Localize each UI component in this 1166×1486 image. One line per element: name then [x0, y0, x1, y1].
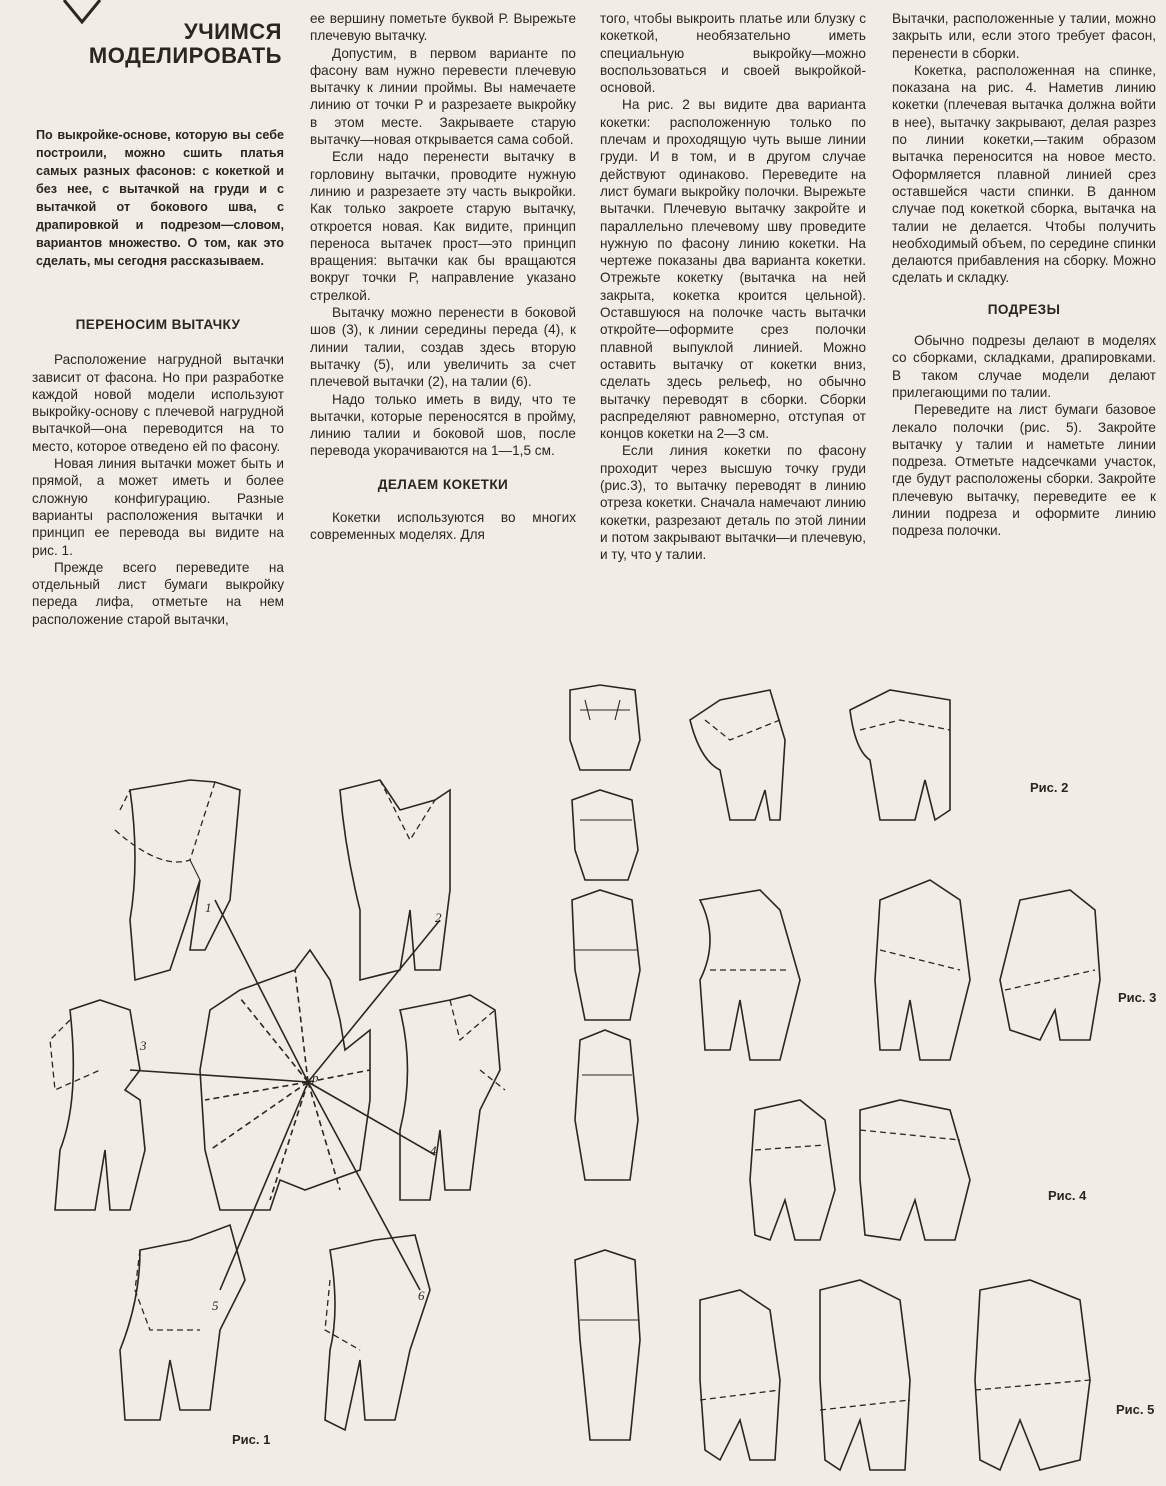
col4-paragraph-3: Обычно подрезы делают в моделях со сборками, складками, драпировками. В таком случае модели делают прилегающими по талии.: [892, 333, 1156, 400]
fig5-pattern-2: [820, 1280, 910, 1470]
col1-paragraph-3: Прежде всего переведите на отдельный лист бумаги выкройку переда лифа, отметьте на нем расположение старой вытачки,: [32, 559, 284, 627]
fig2-sketch-2: [572, 790, 638, 880]
fig3-pattern-3: [1000, 890, 1100, 1040]
article-title: [40, 20, 282, 68]
col2-paragraph-6: Кокетки используются во многих современных моделях. Для: [310, 510, 576, 543]
figure-3-caption: Рис. 3: [1118, 990, 1157, 1005]
column-1: [32, 316, 284, 628]
figures-2-to-5: [560, 680, 1166, 1486]
column-3: [600, 10, 866, 564]
figure-4-caption: Рис. 4: [1048, 1188, 1087, 1203]
figure-1-dart-transfer: [40, 770, 560, 1470]
title-line-1: УЧИМСЯ: [184, 19, 282, 44]
col2-paragraph-1: ее вершину пометьте буквой Р. Вырежьте плечевую вытачку.: [310, 11, 576, 44]
fig4-sketch: [575, 1030, 638, 1180]
figure-5-caption: Рис. 5: [1116, 1402, 1155, 1417]
heading-yokes: ДЕЛАЕМ КОКЕТКИ: [377, 476, 509, 492]
fig1-pattern-top-left: [130, 780, 240, 980]
fig1-pattern-left: [55, 1000, 145, 1210]
fig1-pattern-bottom-right: [325, 1235, 430, 1430]
fig1-label-4: 4: [430, 1143, 437, 1158]
col4-paragraph-2: Кокетка, расположенная на спинке, показана на рис. 4. Наметив линию кокетки (плечевая вытачка должна войти в нее), вытачку закрывают, делая разрез по линии кокетки,—таким образом вытачка переносится на новое место. Оформляется плавной линией срез оставшейся части спинки. В данном случае под кокеткой сборка, вытачка на талии не делается. Чтобы получить необходимый объем, по середине спинки делаются прибавления на сборку. Можно сделать и складку.: [892, 62, 1156, 286]
lead-paragraph: По выкройке-основе, которую вы себе построили, можно сшить платья самых разных фасонов: с кокеткой и без нее, с вытачкой на груди и с вытачкой от бокового шва, с драпировкой и подрезом—словом, вариантов множество. О том, как это сделать, мы сегодня рассказываем.: [36, 128, 284, 268]
col2-paragraph-2: Допустим, в первом варианте по фасону вам нужно перевести плечевую вытачку к линии проймы. Вы намечаете линию от точки Р и разрезаете выкройку в этом месте. Закрываете старую вытачку—новая открывается сама собой.: [310, 45, 576, 148]
col2-paragraph-3: Если надо перенести вытачку в горловину вытачки, проводите нужную линию и разрезаете эту часть выкройки. Как только закроете старую вытачку, откроется новая. Как видите, принцип переноса вытачек прост—это принцип вращения: вытачки как бы вращаются вокруг точки Р, направление указано стрелкой.: [310, 149, 576, 303]
col3-paragraph-2: На рис. 2 вы видите два варианта кокетки: расположенную только по плечам и проходящую чуть выше линии груди. И в том, и в другом случае действуют одинаково. Переведите на лист бумаги выкройку полочки. Вырежьте вытачки. Плечевую вытачку закройте и параллельно плечевому шву проведите нужную по фасону линию кокетки. На чертеже показаны два варианта кокетки. Отрежьте кокетку (вытачка на ней закрыта, кокетка кроится цельной). Оставшуюся на полочке часть вытачки откройте—оформите срез полочки плавной выпуклой линией. Можно оставить вытачку от кокетки вниз, сделать здесь рельеф, но обычно вытачку переводят в сборки. Сборки распределяют равномерно, отступая от концов кокетки на 2—3 см.: [600, 97, 866, 442]
column-4: [892, 10, 1156, 540]
col1-paragraph-1: Расположение нагрудной вытачки зависит от фасона. Но при разработке каждой новой модели используют выкройку-основу с плечевой нагрудной вытачкой—она переводится на то место, которое отведено ей по фасону.: [32, 352, 284, 454]
fig5-sketch: [575, 1250, 640, 1440]
fig3-pattern-2: [875, 880, 970, 1060]
figure-2-caption: Рис. 2: [1030, 780, 1069, 795]
col2-paragraph-5: Надо только иметь в виду, что те вытачки, которые переносятся в пройму, линию талии и боковой шов, после перевода укорачиваются на 1—1,5 см.: [310, 391, 576, 459]
fig1-pattern-right: [400, 995, 500, 1200]
fig1-label-2: 2: [435, 910, 442, 925]
fig2-sketch-1: [570, 685, 640, 770]
col4-paragraph-4: Переведите на лист бумаги базовое лекало полочки (рис. 5). Закройте вытачку у талии и наметьте линии подреза. Отметьте надсечками участок, где будут расположены сборки. Закройте плечевую вытачку, переведите ее к линии подреза и оформите линию подреза полочки.: [892, 402, 1156, 539]
fig1-pattern-bottom-left: [120, 1225, 245, 1420]
heading-cutouts: ПОДРЕЗЫ: [987, 301, 1061, 317]
fig1-label-6: 6: [418, 1288, 425, 1303]
col3-paragraph-1: того, чтобы выкроить платье или блузку с кокеткой, необязательно иметь специальную выкройку—можно воспользоваться и своей выкройкой-основой.: [600, 11, 866, 96]
col4-paragraph-1: Вытачки, расположенные у талии, можно закрыть или, если этого требует фасон, перенести в сборки.: [892, 11, 1156, 61]
fig5-pattern-1: [700, 1290, 780, 1460]
fig1-label-5: 5: [212, 1298, 219, 1313]
title-line-2: МОДЕЛИРОВАТЬ: [88, 43, 282, 68]
fig2-pattern-1: [690, 690, 785, 820]
figure-1-caption: Рис. 1: [232, 1432, 271, 1447]
fig4-pattern-2: [860, 1100, 970, 1240]
col1-paragraph-2: Новая линия вытачки может быть и прямой, а может иметь и более сложную конфигурацию. Разные варианты расположения вытачки и принцип ее перевода вы видите на рис. 1.: [32, 456, 284, 558]
fig1-label-3: 3: [140, 1038, 147, 1053]
fig2-pattern-2: [850, 690, 950, 820]
fig1-label-1: 1: [205, 900, 212, 915]
fig3-pattern-1: [700, 890, 800, 1060]
col3-paragraph-3: Если линия кокетки по фасону проходит через высшую точку груди (рис.3), то вытачку переводят в линию отреза кокетки. Сначала намечают линию кокетки, разрезают деталь по этой линии и потом закрывают вытачки—и плечевую, и ту, что у талии.: [600, 443, 866, 563]
col2-paragraph-4: Вытачку можно перенести в боковой шов (3), к линии середины переда (4), к линии талии, создав здесь вторую вытачку (5), или увеличить за счет плечевой вытачки (2), на талии (6).: [310, 305, 576, 390]
fig3-sketch: [572, 890, 640, 1020]
fig1-point-p: р: [312, 1070, 319, 1085]
heading-transfer-dart: ПЕРЕНОСИМ ВЫТАЧКУ: [75, 317, 241, 332]
column-2: [310, 10, 576, 544]
fig5-pattern-3: [975, 1280, 1090, 1470]
fig4-pattern-1: [750, 1100, 835, 1240]
